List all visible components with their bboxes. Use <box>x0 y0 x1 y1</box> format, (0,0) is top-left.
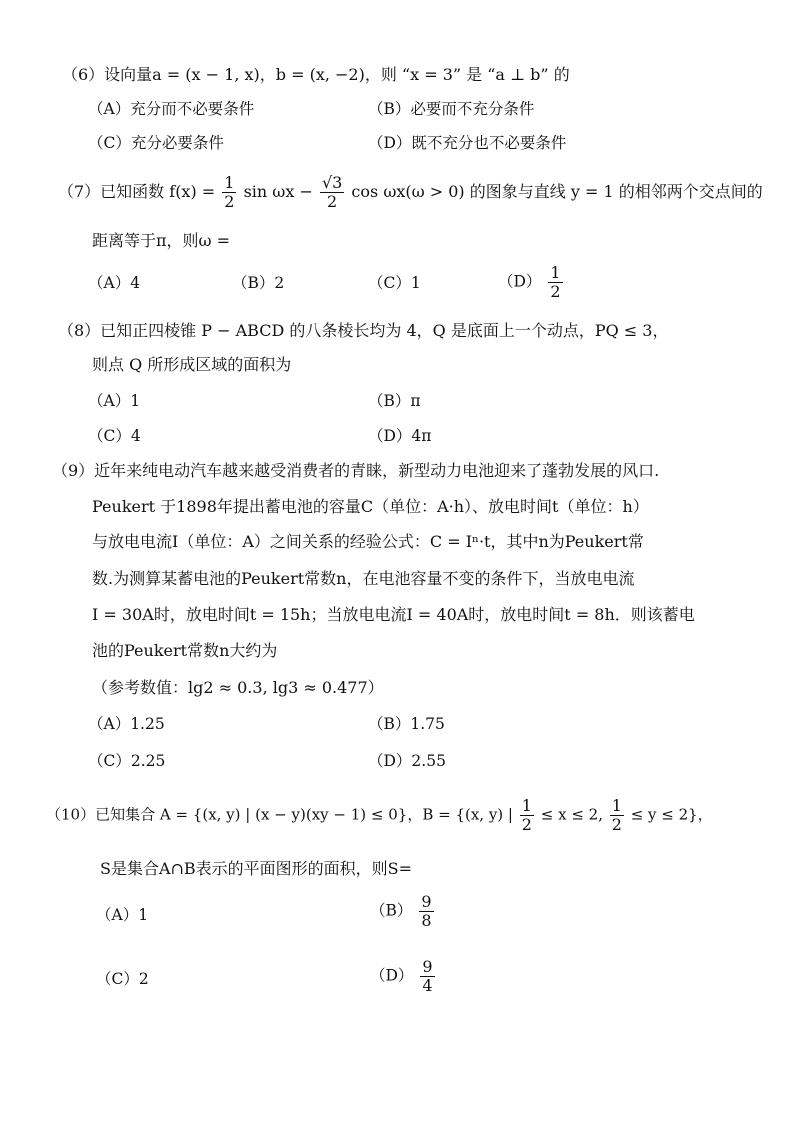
q7-option-a[interactable]: （A）4 <box>88 274 141 292</box>
q7-prefix: （7）已知函数 f(x) = <box>58 182 216 201</box>
q7-option-d-label: （D） <box>498 272 542 291</box>
q7-fraction-1 <box>222 174 236 211</box>
q7-line2: 距离等于π，则ω = <box>92 231 231 250</box>
q7-option-c[interactable]: （C）1 <box>368 274 421 292</box>
q10-f2-num: 1 <box>611 796 622 815</box>
q10-mid: ≤ x ≤ 2, <box>540 805 603 824</box>
q10-option-b[interactable] <box>370 893 436 930</box>
q7-d-den: 2 <box>550 282 561 301</box>
q8-option-b[interactable]: （B）π <box>368 392 421 410</box>
q7-f2-num: √3 <box>321 173 343 192</box>
q8-option-d[interactable]: （D）4π <box>368 427 432 445</box>
q9-option-a[interactable]: （A）1.25 <box>88 715 165 733</box>
q10-option-c[interactable]: （C）2 <box>96 970 149 988</box>
q10-line2: S是集合A∩B表示的平面图形的面积，则S= <box>100 859 413 878</box>
q10-prefix: （10）已知集合 A = {(x, y) | (x − y)(xy − 1) ≤ 0}，B = {(x, y) | <box>46 805 513 824</box>
q10-option-d-label: （D） <box>370 966 414 985</box>
q10-option-b-fraction <box>419 893 433 930</box>
q10-suffix: ≤ y ≤ 2}， <box>630 805 713 824</box>
q8-option-c[interactable]: （C）4 <box>88 427 141 445</box>
q10-option-a[interactable]: （A）1 <box>96 906 149 924</box>
q9-option-c[interactable]: （C）2.25 <box>88 752 166 770</box>
q6-option-d[interactable]: （D）既不充分也不必要条件 <box>368 134 567 152</box>
q7-option-d[interactable] <box>498 264 565 301</box>
q9-line6: 池的Peukert常数n大约为 <box>92 641 278 660</box>
q7-stem <box>58 174 763 211</box>
q7-d-num: 1 <box>550 263 561 282</box>
q10-option-d[interactable] <box>370 958 437 995</box>
q7-f1-num: 1 <box>224 173 235 192</box>
q9-line7: （参考数值：lg2 ≈ 0.3, lg3 ≈ 0.477） <box>92 678 384 697</box>
q8-line1: （8）已知正四棱锥 P − ABCD 的八条棱长均为 4，Q 是底面上一个动点，PQ ≤ 3， <box>58 321 669 340</box>
q10-fraction-2 <box>610 797 624 834</box>
q9-line2: Peukert 于1898年提出蓄电池的容量C（单位：A·h）、放电时间t（单位：h） <box>92 497 649 516</box>
q9-line5: I = 30A时，放电时间t = 15h；当放电电流I = 40A时，放电时间t = 8h．则该蓄电 <box>92 605 695 624</box>
q6-stem: （6）设向量a = (x − 1, x)，b = (x, −2)，则 “x = 3” 是 “a ⊥ b” 的 <box>62 65 570 84</box>
q7-f1-den: 2 <box>224 192 235 211</box>
q7-option-d-fraction <box>548 264 562 301</box>
q9-line1: （9）近年来纯电动汽车越来越受消费者的青睐，新型动力电池迎来了蓬勃发展的风口. <box>52 461 660 480</box>
q6-option-a[interactable]: （A）充分而不必要条件 <box>88 100 255 118</box>
q7-mid: sin ωx − <box>243 182 313 201</box>
q9-line3: 与放电电流I（单位：A）之间关系的经验公式：C = Iⁿ·t，其中n为Peukert常 <box>92 532 644 551</box>
q7-fraction-2 <box>320 174 344 211</box>
q9-line4: 数.为测算某蓄电池的Peukert常数n，在电池容量不变的条件下，当放电电流 <box>92 569 635 588</box>
q10-f2-den: 2 <box>611 815 622 834</box>
q10-f1-num: 1 <box>521 796 532 815</box>
q6-option-c[interactable]: （C）充分必要条件 <box>88 134 224 152</box>
q10-f1-den: 2 <box>521 815 532 834</box>
q10-option-d-fraction <box>420 958 434 995</box>
q7-suffix: cos ωx(ω > 0) 的图象与直线 y = 1 的相邻两个交点间的 <box>351 182 763 201</box>
q9-option-d[interactable]: （D）2.55 <box>368 752 446 770</box>
q10-d-den: 4 <box>422 976 433 995</box>
q10-option-b-label: （B） <box>370 901 413 920</box>
q7-option-b[interactable]: （B）2 <box>232 274 285 292</box>
q10-stem <box>46 797 713 834</box>
q8-option-a[interactable]: （A）1 <box>88 392 141 410</box>
q10-b-num: 9 <box>421 892 432 911</box>
q7-f2-den: 2 <box>327 192 338 211</box>
q9-option-b[interactable]: （B）1.75 <box>368 715 445 733</box>
q10-fraction-1 <box>520 797 534 834</box>
q10-b-den: 8 <box>421 911 432 930</box>
q6-option-b[interactable]: （B）必要而不充分条件 <box>368 100 535 118</box>
q10-d-num: 9 <box>422 957 433 976</box>
q8-line2: 则点 Q 所形成区域的面积为 <box>92 355 292 374</box>
